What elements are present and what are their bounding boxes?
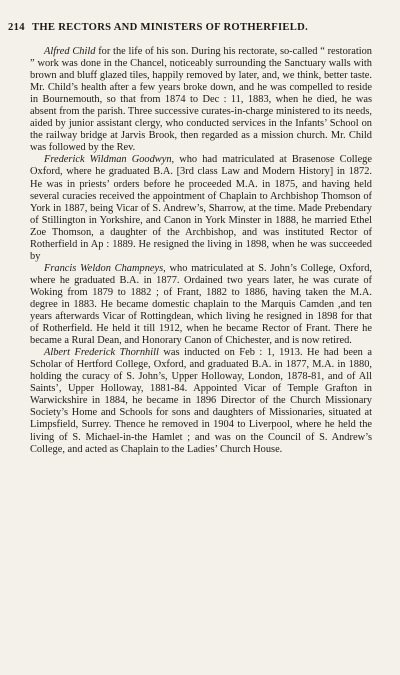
running-title: THE RECTORS AND MINISTERS OF ROTHERFIELD.: [32, 22, 309, 33]
person-name: Francis Weldon Champneys,: [44, 262, 166, 274]
paragraph-goodwyn: [30, 154, 372, 262]
paragraph-text: for the life of his son. During his rectorate, so-called “ restoration ” work was done in the Chancel, noticeably surrounding the Sanctuary walls with brown and bluff glazed tiles, happily removed by later, and, we think, better taste. Mr. Child’s health after a few years broke down, and he was compelled to reside in Bournemouth, so that from 1874 to Dec : 11, 1883, when he died, he was absent from the parish. Three successive curates-in-charge ministered to its needs, aided by junior assistant clergy, who conducted services in the Infants’ School on the railway bridge at Jarvis Brook, then regarded as a mission church. Mr. Child was followed by the Rev.: [30, 46, 372, 154]
paragraph-alfred-child: [30, 46, 372, 154]
paragraph-thornhill: [30, 347, 372, 455]
person-name: Frederick Wildman Goodwyn,: [44, 154, 175, 166]
page-body: [30, 46, 372, 456]
person-name: Albert Frederick Thornhill: [44, 347, 159, 359]
paragraph-champneys: [30, 263, 372, 347]
person-name: Alfred Child: [44, 46, 96, 57]
page-number: 214: [8, 22, 25, 33]
paragraph-text: who had matriculated at Brasenose College Oxford, where he graduated B.A. [3rd class Law and Modern History] in 1872. He was in priests’ orders before he proceeded M.A. in 1875, and having held several curacies received the appointment of Chaplain to Archbishop Thomson of York in 1887, being Vicar of S. Andrew’s, Sharrow, at the time. Made Prebendary of Stillington in Yorkshire, and Canon in York Minster in 1888, he married Ethel Zoe Thomson, a daughter of the Archbishop, and was instituted Rector of Rotherfield in Ap : 1889. He resigned the living in 1898, when he was succeeded by: [30, 154, 372, 262]
paragraph-text: was inducted on Feb : 1, 1913. He had been a Scholar of Hertford College, Oxford, and graduated B.A. in 1877, M.A. in 1880, holding the curacy of S. John’s, Upper Holloway, London, 1878-81, and of All Saints’, Upper Holloway, 1881-84. Appointed Vicar of Temple Grafton in Warwickshire in 1884, he became in 1896 Director of the Church Missionary Society’s Home and Schools for sons and daughters of Missionaries, situated at Limpsfield, Surrey. Thence he removed in 1904 to Liverpool, where he held the living of S. Michael-in-the Hamlet ; and was on the Council of S. Andrew’s College, and acted as Chaplain to the Ladies’ Church House.: [30, 347, 372, 455]
running-header: [8, 22, 392, 33]
paragraph-text: who matriculated at S. John’s College, Oxford, where he graduated B.A. in 1877. Ordained two years later, he was curate of Woking from 1879 to 1882 ; of Frant, 1882 to 1886, having taken the M.A. degree in 1883. He became domestic chaplain to the Marquis Camden ,and ten years afterwards Vicar of Rottingdean, which living he resigned in 1898 for that of Rotherfield. He held it till 1912, when he became Rector of Frant. There he became a Rural Dean, and Honorary Canon of Chichester, and is now retired.: [30, 262, 372, 347]
